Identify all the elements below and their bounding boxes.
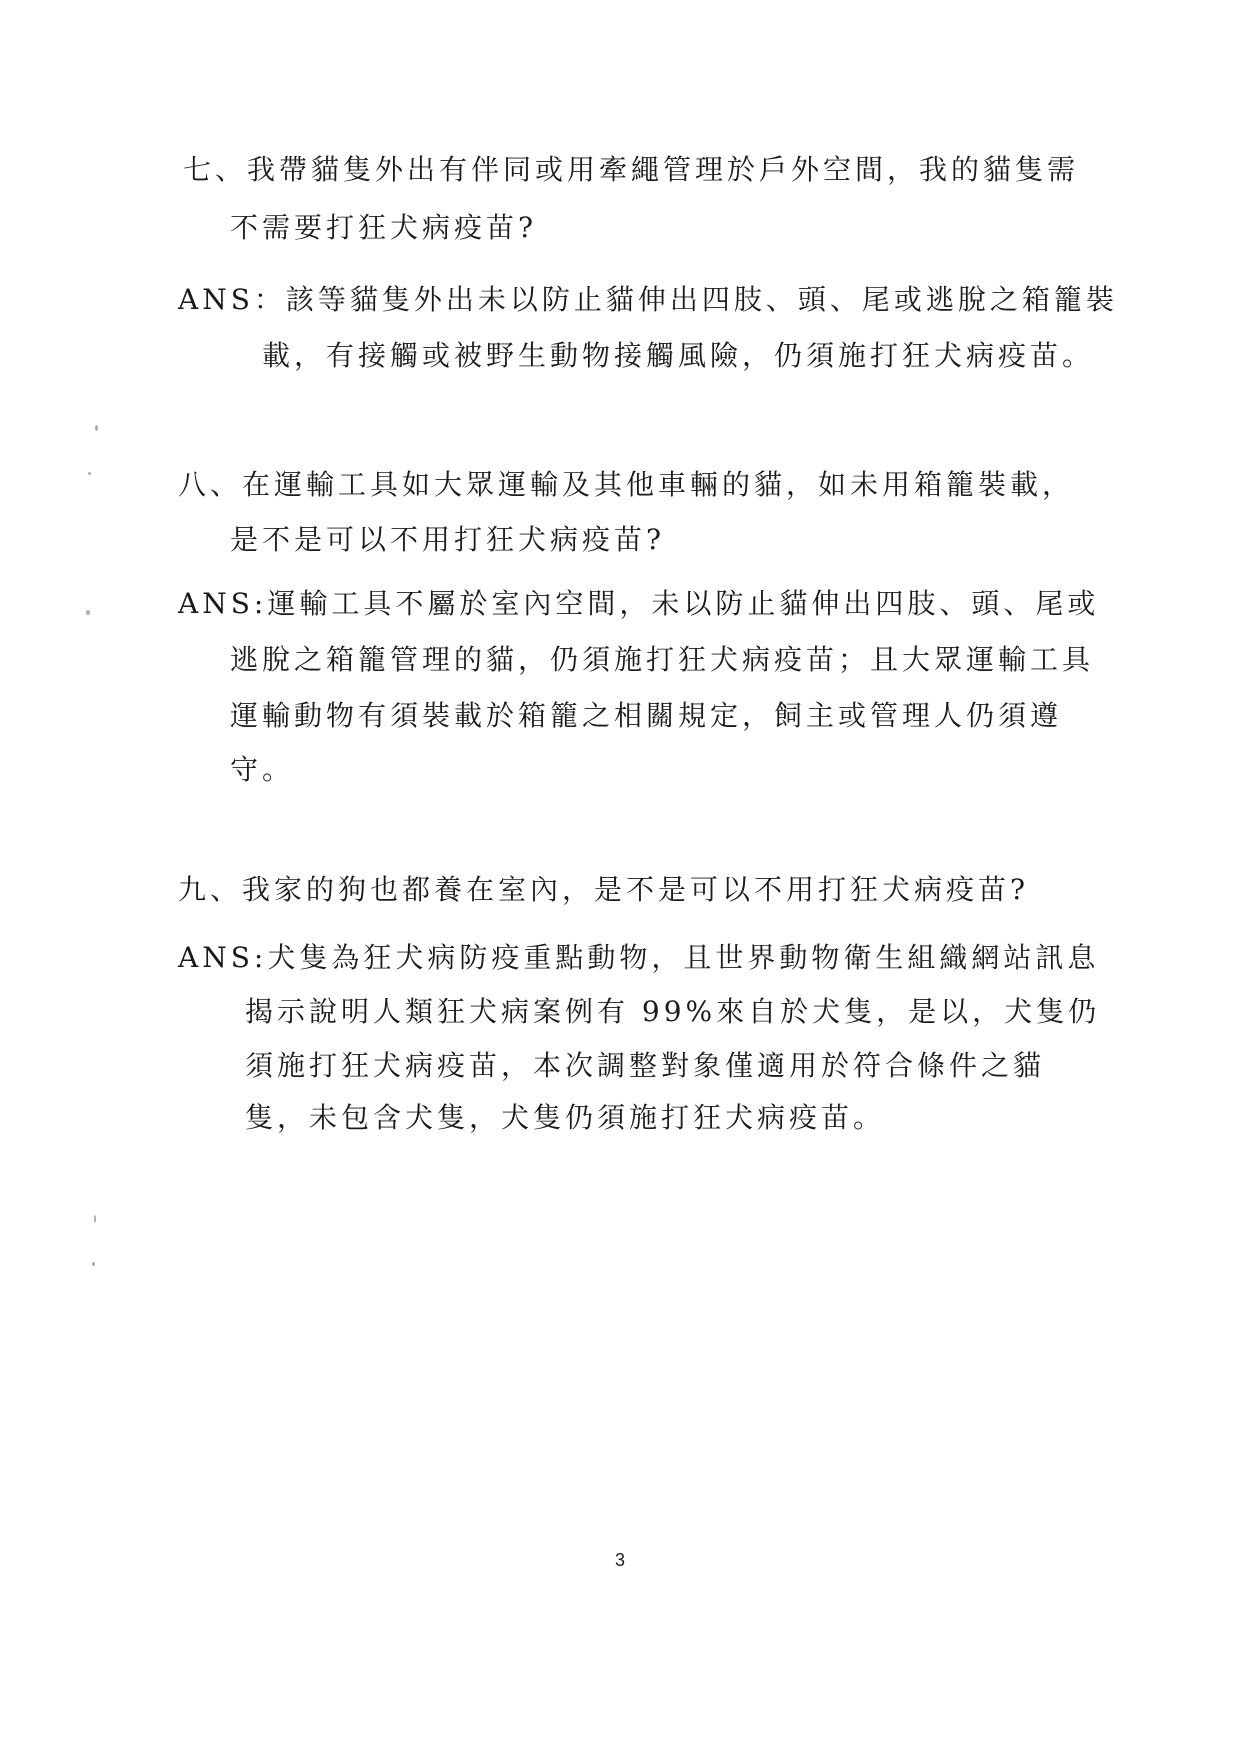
question-8-line-1: 八、在運輸工具如大眾運輸及其他車輛的貓，如未用箱籠裝載， [178,468,1075,501]
answer-9-line-2: 揭示說明人類狂犬病案例有 99%來自於犬隻，是以，犬隻仍 [245,995,1101,1028]
question-8-line-2: 是不是可以不用打狂犬病疫苗? [230,523,666,556]
page-number: 3 [614,1550,625,1570]
scan-speck [86,610,90,615]
answer-8-line-4: 守。 [230,753,295,786]
question-7-line-1: 七、我帶貓隻外出有伴同或用牽繩管理於戶外空間，我的貓隻需 [183,153,1080,186]
answer-8-line-3: 運輸動物有須裝載於箱籠之相關規定，飼主或管理人仍須遵 [230,699,1063,732]
answer-9-line-4: 隻，未包含犬隻，犬隻仍須施打狂犬病疫苗。 [245,1101,886,1134]
answer-8-line-2: 逃脫之箱籠管理的貓，仍須施打狂犬病疫苗；且大眾運輸工具 [230,643,1095,676]
scan-speck [88,472,91,475]
answer-7-line-1: ANS：該等貓隻外出未以防止貓伸出四肢、頭、尾或逃脫之箱籠裝 [178,283,1118,316]
answer-9-line-1: ANS:犬隻為狂犬病防疫重點動物，且世界動物衛生組織網站訊息 [178,941,1100,974]
question-7-line-2: 不需要打狂犬病疫苗? [230,211,538,244]
scan-speck [94,1215,96,1223]
question-9-line-1: 九、我家的狗也都養在室內，是不是可以不用打狂犬病疫苗? [178,873,1030,906]
answer-9-line-3: 須施打狂犬病疫苗，本次調整對象僅適用於符合條件之貓 [245,1049,1046,1082]
answer-8-line-1: ANS:運輸工具不屬於室內空間，未以防止貓伸出四肢、頭、尾或 [178,587,1100,620]
scan-speck [92,1262,95,1266]
answer-7-line-2: 載，有接觸或被野生動物接觸風險，仍須施打狂犬病疫苗。 [262,339,1095,372]
scan-speck [95,425,98,431]
